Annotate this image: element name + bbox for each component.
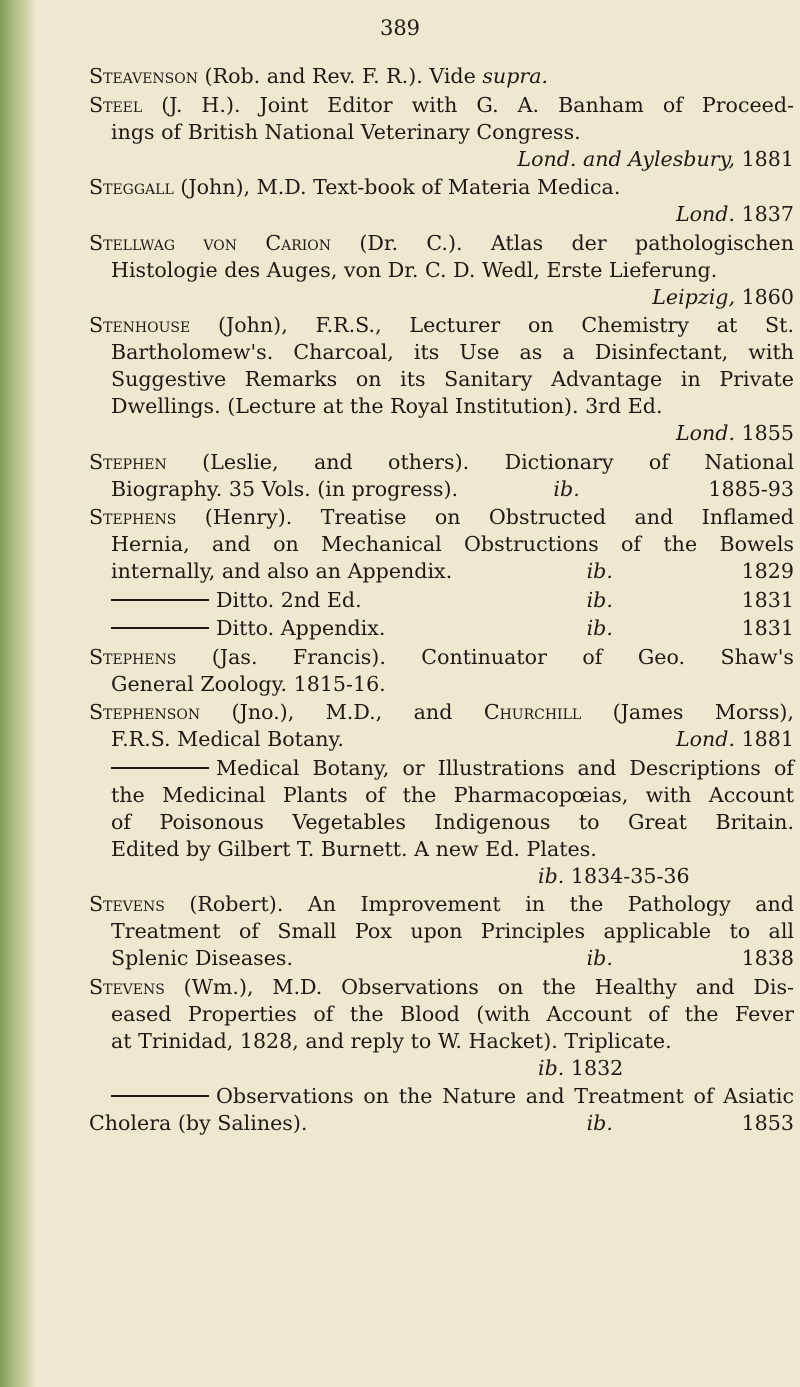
- author-name: Stephens: [89, 505, 177, 529]
- author-name: Steel: [89, 92, 143, 117]
- bibliography-entries: [89, 63, 794, 1139]
- entry-stevens-wm: Stevens (Wm.), M.D. Observations on the Healthy and Dis- eased Properties of the Blood (with Account of the Fever at Trinidad, 1828, and reply to W. Hacket). Triplicate. ib. 1832: [89, 974, 794, 1080]
- entry-ditto-appendix: Ditto. Appendix. ib. 1831: [89, 615, 794, 642]
- entry-ditto-2nd-ed: Ditto. 2nd Ed. ib. 1831: [89, 587, 794, 614]
- ditto-dash: [111, 615, 209, 629]
- entry-stephen: Stephen (Leslie, and others). Dictionary of National Biography. 35 Vols. (in progress). ib. 1885-93: [89, 449, 794, 501]
- author-name: Stephenson: [89, 700, 201, 724]
- author-name: Stevens: [89, 892, 165, 916]
- entry-stephens-henry: Stephens (Henry). Treatise on Obstructed and Inflamed Hernia, and on Mechanical Obstructions of the Bowels internally, and also an Appendix. ib. 1829: [89, 505, 794, 583]
- author-name: Stenhouse: [89, 313, 191, 337]
- author-name: Stevens: [89, 974, 165, 999]
- author-name: Steggall: [89, 175, 174, 199]
- ditto-dash: [111, 1083, 209, 1097]
- entry-stellwag: Stellwag von Carion (Dr. C.). Atlas der pathologischen Histologie des Auges, von Dr. C. D. Wedl, Erste Lieferung. Leipzig, 1860: [89, 230, 794, 309]
- coauthor-name: Churchill: [483, 700, 582, 724]
- ditto-dash: [111, 587, 209, 601]
- book-spine-edge: [0, 0, 36, 1387]
- author-name: Steavenson: [89, 64, 198, 88]
- entry-steavenson: Steavenson (Rob. and Rev. F. R.). Vide supra.: [89, 64, 549, 88]
- entry-steel: Steel (J. H.). Joint Editor with G. A. Banham of Proceed- ings of British National Veterinary Congress. Lond. and Aylesbury, 1881: [89, 92, 794, 171]
- author-name: Stephen: [89, 449, 167, 474]
- page-number: 389: [379, 16, 421, 40]
- entry-stephenson: Stephenson (Jno.), M.D., and Churchill (James Morss), F.R.S. Medical Botany. Lond. 1881: [89, 700, 794, 751]
- entry-ditto-medical-botany: Medical Botany, or Illustrations and Descriptions of the Medicinal Plants of the Pharmacopœias, with Account of Poisonous Vegetables Indigenous to Great Britain. Edited by Gilbert T. Burnett. A new Ed. Plates. ib. 1834-35-36: [111, 755, 794, 888]
- entry-steggall: Steggall (John), M.D. Text-book of Materia Medica. Lond. 1837: [89, 175, 794, 226]
- entry-ditto-observations: Observations on the Nature and Treatment of Asiatic Cholera (by Salines). ib. 1853: [89, 1084, 794, 1135]
- entry-stenhouse: Stenhouse (John), F.R.S., Lecturer on Chemistry at St. Bartholomew's. Charcoal, its Use as a Disinfectant, with Suggestive Remarks on its Sanitary Advantage in Private Dwellings. (Lecture at the Royal Institution). 3rd Ed. Lond. 1855: [89, 313, 794, 445]
- ditto-dash: [111, 755, 209, 769]
- author-name: Stephens: [89, 644, 177, 669]
- entry-stephens-jas: Stephens (Jas. Francis). Continuator of Geo. Shaw's General Zoology. 1815-16.: [89, 644, 794, 696]
- author-name: Stellwag von Carion: [89, 230, 331, 255]
- entry-stevens-robert: Stevens (Robert). An Improvement in the Pathology and Treatment of Small Pox upon Principles applicable to all Splenic Diseases. ib. 1838: [89, 892, 794, 970]
